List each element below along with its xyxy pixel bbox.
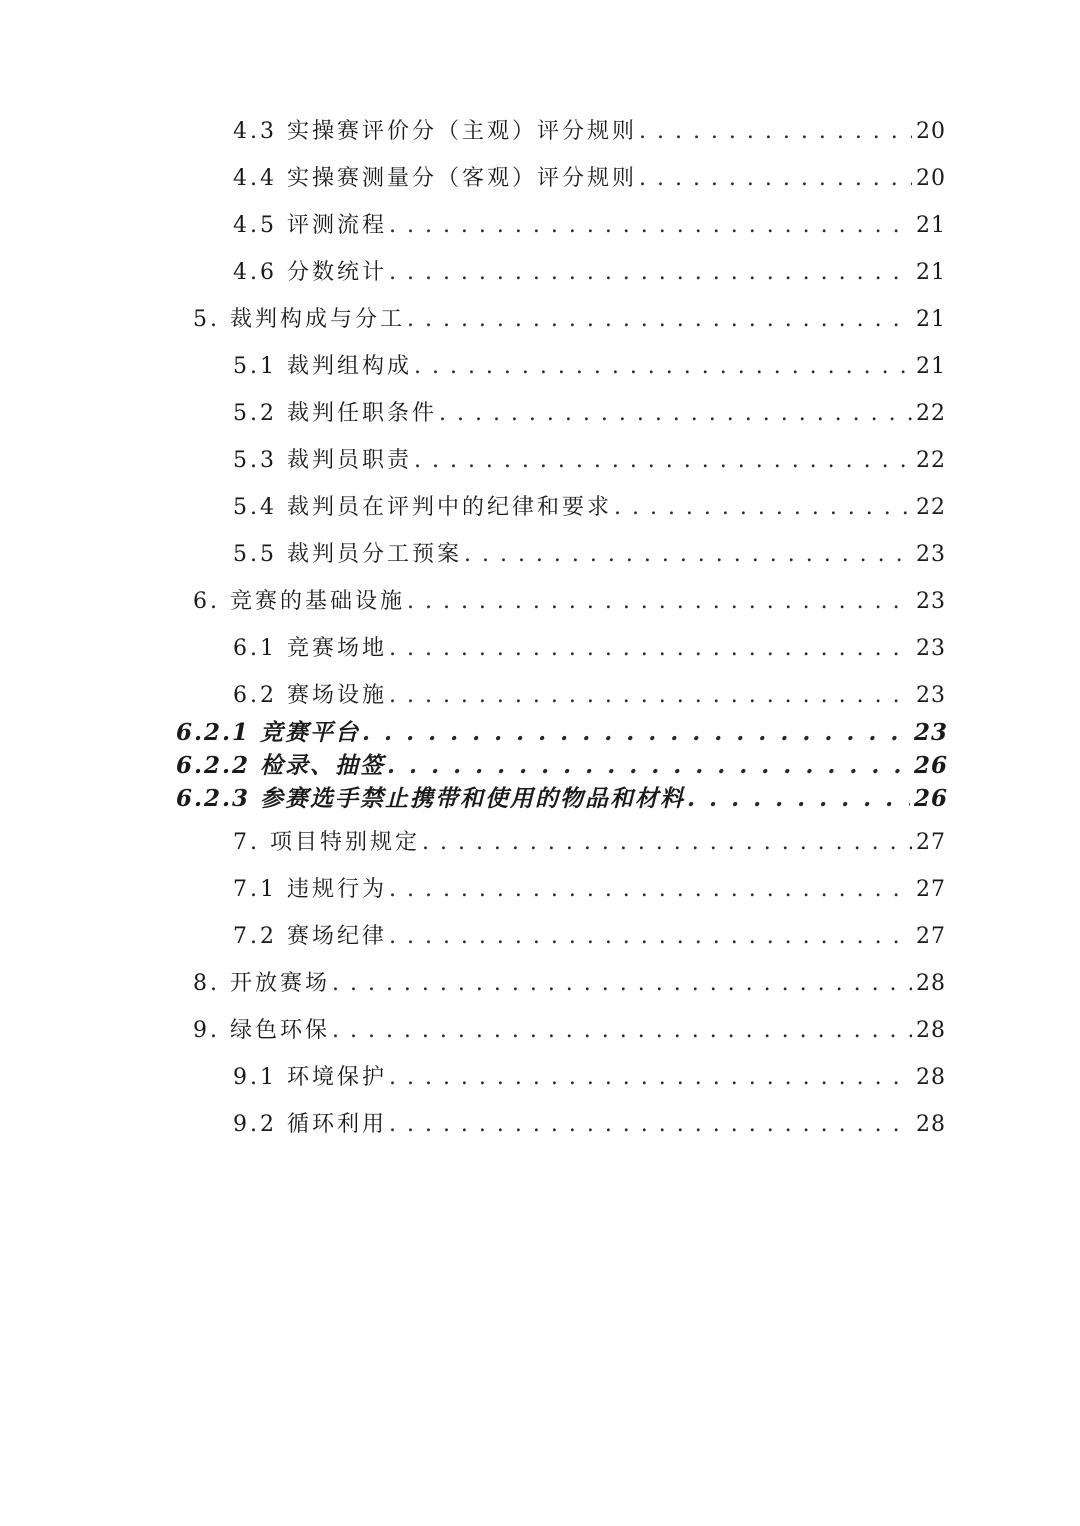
toc-entry-page: 28 <box>916 1065 946 1090</box>
toc-entry-label: 5.5 裁判员分工预案 <box>233 542 462 567</box>
toc-leader-dots <box>389 1110 912 1140</box>
toc-leader-dots <box>332 969 912 999</box>
toc-leader-dots <box>614 493 912 523</box>
toc-entry-label: 5.1 裁判组构成 <box>233 354 412 379</box>
toc-entry-4-4[interactable] <box>233 164 946 194</box>
toc-entry-4-5[interactable] <box>233 211 946 241</box>
toc-leader-dots <box>414 446 912 476</box>
toc-entry-5-2[interactable] <box>233 399 946 429</box>
toc-entry-page: 28 <box>916 1112 946 1137</box>
toc-leader-dots <box>362 718 910 748</box>
toc-leader-dots <box>389 875 912 905</box>
toc-entry-page: 20 <box>916 166 946 191</box>
toc-entry-label: 6.2.1 竞赛平台 <box>176 719 361 746</box>
toc-entry-page: 28 <box>916 971 946 996</box>
toc-entry-label: 7.2 赛场纪律 <box>233 924 387 949</box>
toc-entry-label: 5.2 裁判任职条件 <box>233 401 437 426</box>
toc-entry-7-1[interactable] <box>233 875 946 905</box>
toc-leader-dots <box>387 751 910 781</box>
toc-entry-page: 20 <box>916 119 946 144</box>
toc-entry-label: 5. 裁判构成与分工 <box>193 307 405 332</box>
toc-entry-label: 8. 开放赛场 <box>193 971 330 996</box>
toc-leader-dots <box>389 634 912 664</box>
toc-entry-9[interactable] <box>193 1016 946 1046</box>
toc-leader-dots <box>389 211 912 241</box>
toc-entry-label: 6.1 竞赛场地 <box>233 636 387 661</box>
toc-leader-dots <box>389 1063 912 1093</box>
toc-entry-page: 23 <box>916 683 946 708</box>
toc-entry-7[interactable] <box>233 828 946 858</box>
toc-entry-label: 4.5 评测流程 <box>233 213 387 238</box>
toc-leader-dots <box>422 828 912 858</box>
toc-entry-label: 9.1 环境保护 <box>233 1065 387 1090</box>
toc-entry-label: 5.4 裁判员在评判中的纪律和要求 <box>233 495 612 520</box>
toc-entry-5-1[interactable] <box>233 352 946 382</box>
toc-entry-label: 7. 项目特别规定 <box>233 830 420 855</box>
toc-entry-9-2[interactable] <box>233 1110 946 1140</box>
toc-entry-page: 21 <box>916 307 946 332</box>
toc-entry-page: 21 <box>916 213 946 238</box>
toc-entry-6-2[interactable] <box>233 681 946 711</box>
toc-entry-6-2-1[interactable] <box>176 718 948 748</box>
toc-entry-6-1[interactable] <box>233 634 946 664</box>
toc-entry-page: 27 <box>916 877 946 902</box>
toc-entry-page: 21 <box>916 260 946 285</box>
toc-entry-8[interactable] <box>193 969 946 999</box>
toc-entry-page: 22 <box>916 401 946 426</box>
toc-entry-6-2-2[interactable] <box>176 751 948 781</box>
toc-leader-dots <box>407 587 912 617</box>
toc-entry-label: 7.1 违规行为 <box>233 877 387 902</box>
toc-entry-page: 23 <box>916 636 946 661</box>
toc-entry-5-3[interactable] <box>233 446 946 476</box>
toc-entry-6-2-3[interactable] <box>176 784 948 814</box>
toc-entry-label: 6.2 赛场设施 <box>233 683 387 708</box>
toc-entry-label: 6. 竞赛的基础设施 <box>193 589 405 614</box>
toc-entry-label: 4.6 分数统计 <box>233 260 387 285</box>
toc-entry-7-2[interactable] <box>233 922 946 952</box>
toc-entry-4-3[interactable] <box>233 117 946 147</box>
toc-leader-dots <box>332 1016 912 1046</box>
toc-entry-page: 21 <box>916 354 946 379</box>
toc-entry-label: 4.3 实操赛评价分（主观）评分规则 <box>233 119 637 144</box>
toc-leader-dots <box>389 922 912 952</box>
toc-entry-page: 28 <box>916 1018 946 1043</box>
toc-entry-page: 27 <box>916 830 946 855</box>
toc-leader-dots <box>407 305 912 335</box>
toc-entry-page: 26 <box>913 785 948 812</box>
toc-entry-page: 26 <box>913 752 948 779</box>
toc-entry-page: 23 <box>916 589 946 614</box>
toc-entry-5[interactable] <box>193 305 946 335</box>
toc-entry-5-4[interactable] <box>233 493 946 523</box>
toc-entry-label: 5.3 裁判员职责 <box>233 448 412 473</box>
toc-entry-6[interactable] <box>193 587 946 617</box>
toc-entry-label: 4.4 实操赛测量分（客观）评分规则 <box>233 166 637 191</box>
toc-leader-dots <box>389 681 912 711</box>
toc-entry-label: 6.2.2 检录、抽签 <box>176 752 386 779</box>
toc-leader-dots <box>639 164 912 194</box>
toc-leader-dots <box>414 352 912 382</box>
toc-entry-label: 9. 绿色环保 <box>193 1018 330 1043</box>
toc-leader-dots <box>687 784 910 814</box>
toc-entry-page: 23 <box>913 719 948 746</box>
toc-entry-page: 27 <box>916 924 946 949</box>
toc-entry-5-5[interactable] <box>233 540 946 570</box>
toc-entry-9-1[interactable] <box>233 1063 946 1093</box>
toc-entry-page: 23 <box>916 542 946 567</box>
toc-leader-dots <box>439 399 912 429</box>
toc-leader-dots <box>389 258 912 288</box>
toc-entry-label: 9.2 循环利用 <box>233 1112 387 1137</box>
toc-entry-4-6[interactable] <box>233 258 946 288</box>
toc-leader-dots <box>639 117 912 147</box>
toc-entry-page: 22 <box>916 495 946 520</box>
toc-leader-dots <box>464 540 912 570</box>
toc-entry-page: 22 <box>916 448 946 473</box>
toc-entry-label: 6.2.3 参赛选手禁止携带和使用的物品和材料 <box>176 785 686 812</box>
